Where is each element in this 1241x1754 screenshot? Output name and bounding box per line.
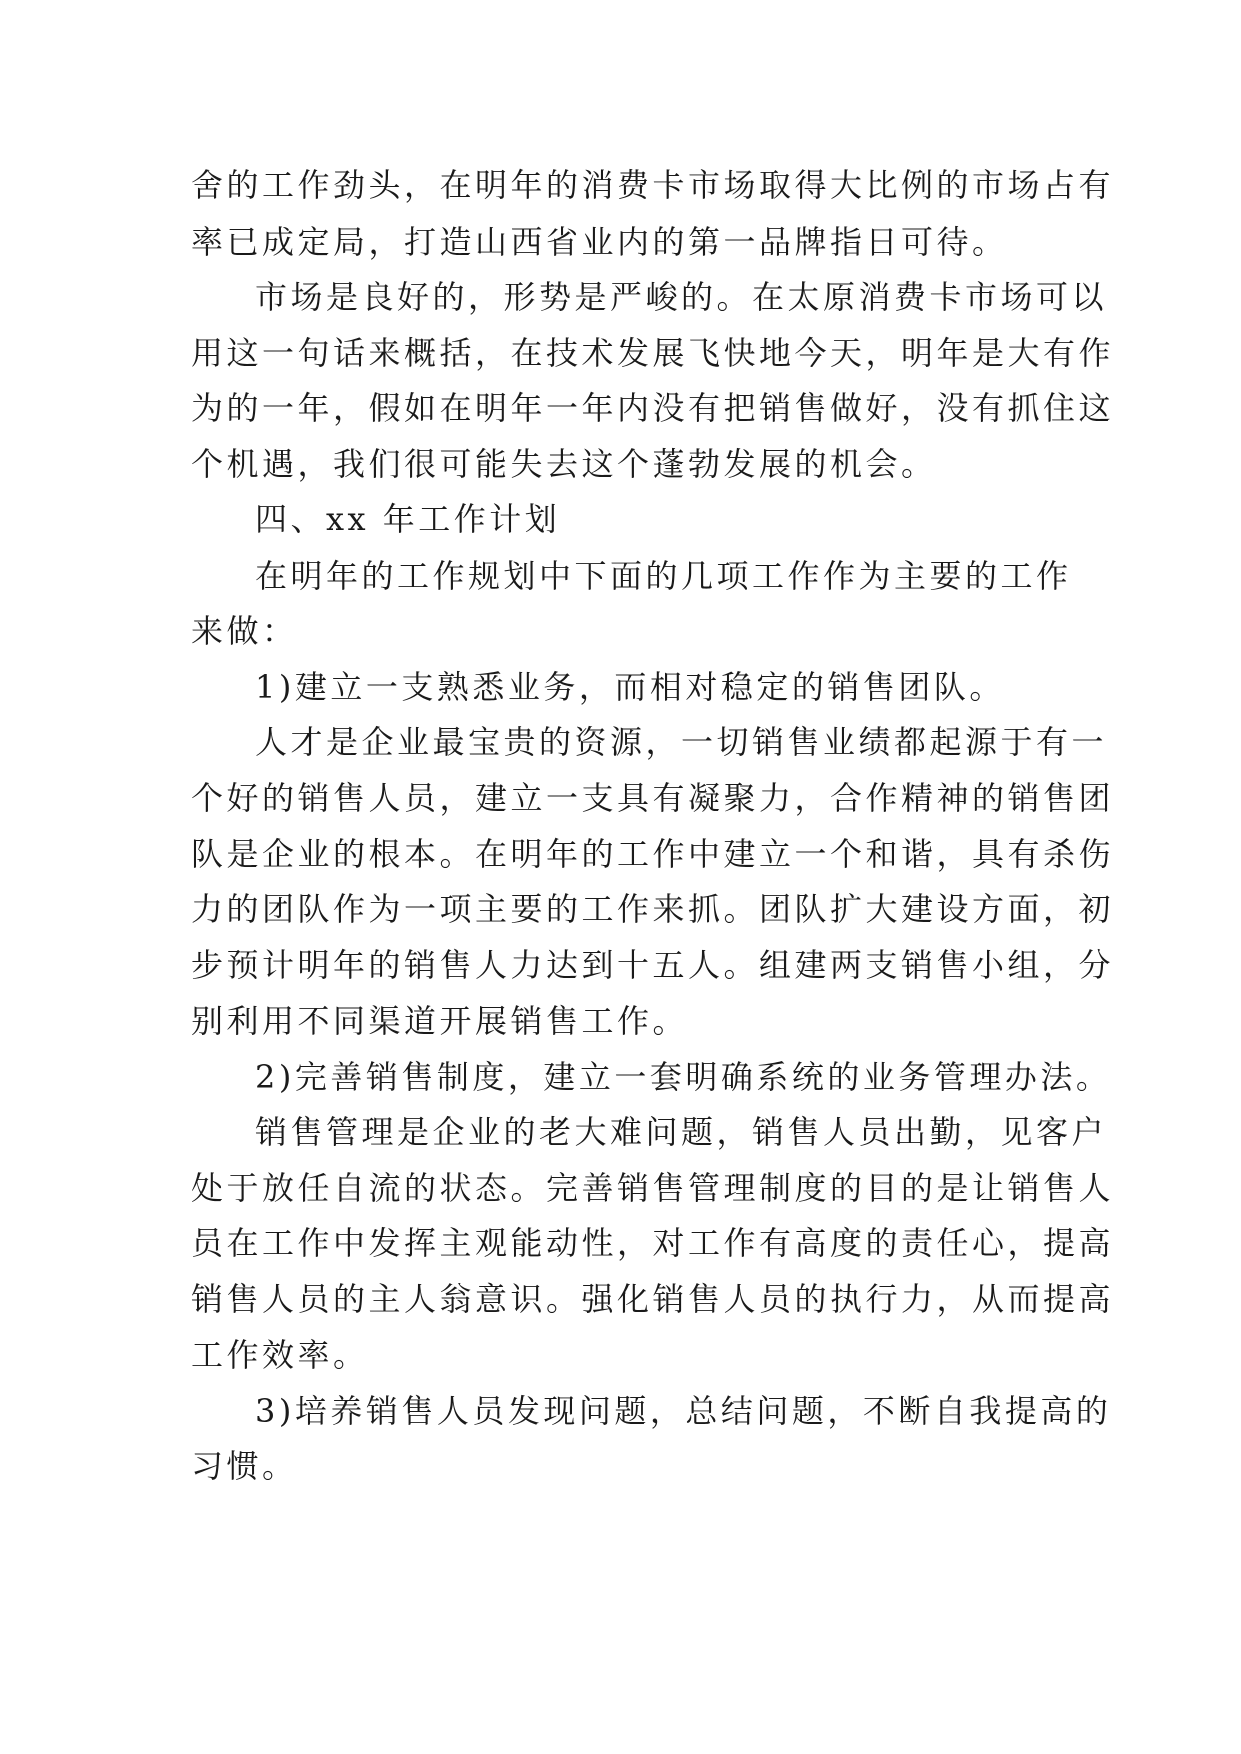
text-line: 销售人员的主人翁意识。强化销售人员的执行力，从而提高 bbox=[191, 1280, 1115, 1318]
list-item: 3)培养销售人员发现问题，总结问题，不断自我提高的 bbox=[255, 1392, 1112, 1430]
paragraph-start: 市场是良好的，形势是严峻的。在太原消费卡市场可以 bbox=[255, 278, 1108, 316]
text-line: 别利用不同渠道开展销售工作。 bbox=[191, 1002, 689, 1040]
text-line: 队是企业的根本。在明年的工作中建立一个和谐，具有杀伤 bbox=[191, 835, 1115, 873]
text-line: 为的一年，假如在明年一年内没有把销售做好，没有抓住这 bbox=[191, 389, 1115, 427]
list-item: 1)建立一支熟悉业务，而相对稳定的销售团队。 bbox=[255, 668, 1005, 706]
paragraph-start: 在明年的工作规划中下面的几项工作作为主要的工作 bbox=[255, 557, 1072, 595]
text-line: 个好的销售人员，建立一支具有凝聚力，合作精神的销售团 bbox=[191, 779, 1115, 817]
text-line: 来做： bbox=[191, 612, 298, 650]
paragraph-start: 人才是企业最宝贵的资源，一切销售业绩都起源于有一 bbox=[255, 723, 1108, 761]
text-line: 习惯。 bbox=[191, 1447, 298, 1485]
text-line: 力的团队作为一项主要的工作来抓。团队扩大建设方面，初 bbox=[191, 890, 1115, 928]
text-line: 员在工作中发挥主观能动性，对工作有高度的责任心，提高 bbox=[191, 1224, 1115, 1262]
text-line: 步预计明年的销售人力达到十五人。组建两支销售小组，分 bbox=[191, 946, 1115, 984]
text-line: 处于放任自流的状态。完善销售管理制度的目的是让销售人 bbox=[191, 1169, 1115, 1207]
text-line: 工作效率。 bbox=[191, 1336, 369, 1374]
text-line: 率已成定局，打造山西省业内的第一品牌指日可待。 bbox=[191, 223, 1008, 261]
text-line: 用这一句话来概括，在技术发展飞快地今天，明年是大有作 bbox=[191, 334, 1115, 372]
paragraph-start: 销售管理是企业的老大难问题，销售人员出勤，见客户 bbox=[255, 1113, 1108, 1151]
text-line: 个机遇，我们很可能失去这个蓬勃发展的机会。 bbox=[191, 445, 937, 483]
list-item: 2)完善销售制度，建立一套明确系统的业务管理办法。 bbox=[255, 1058, 1112, 1096]
section-heading: 四、xx 年工作计划 bbox=[255, 500, 561, 538]
text-line: 舍的工作劲头，在明年的消费卡市场取得大比例的市场占有 bbox=[191, 166, 1115, 204]
